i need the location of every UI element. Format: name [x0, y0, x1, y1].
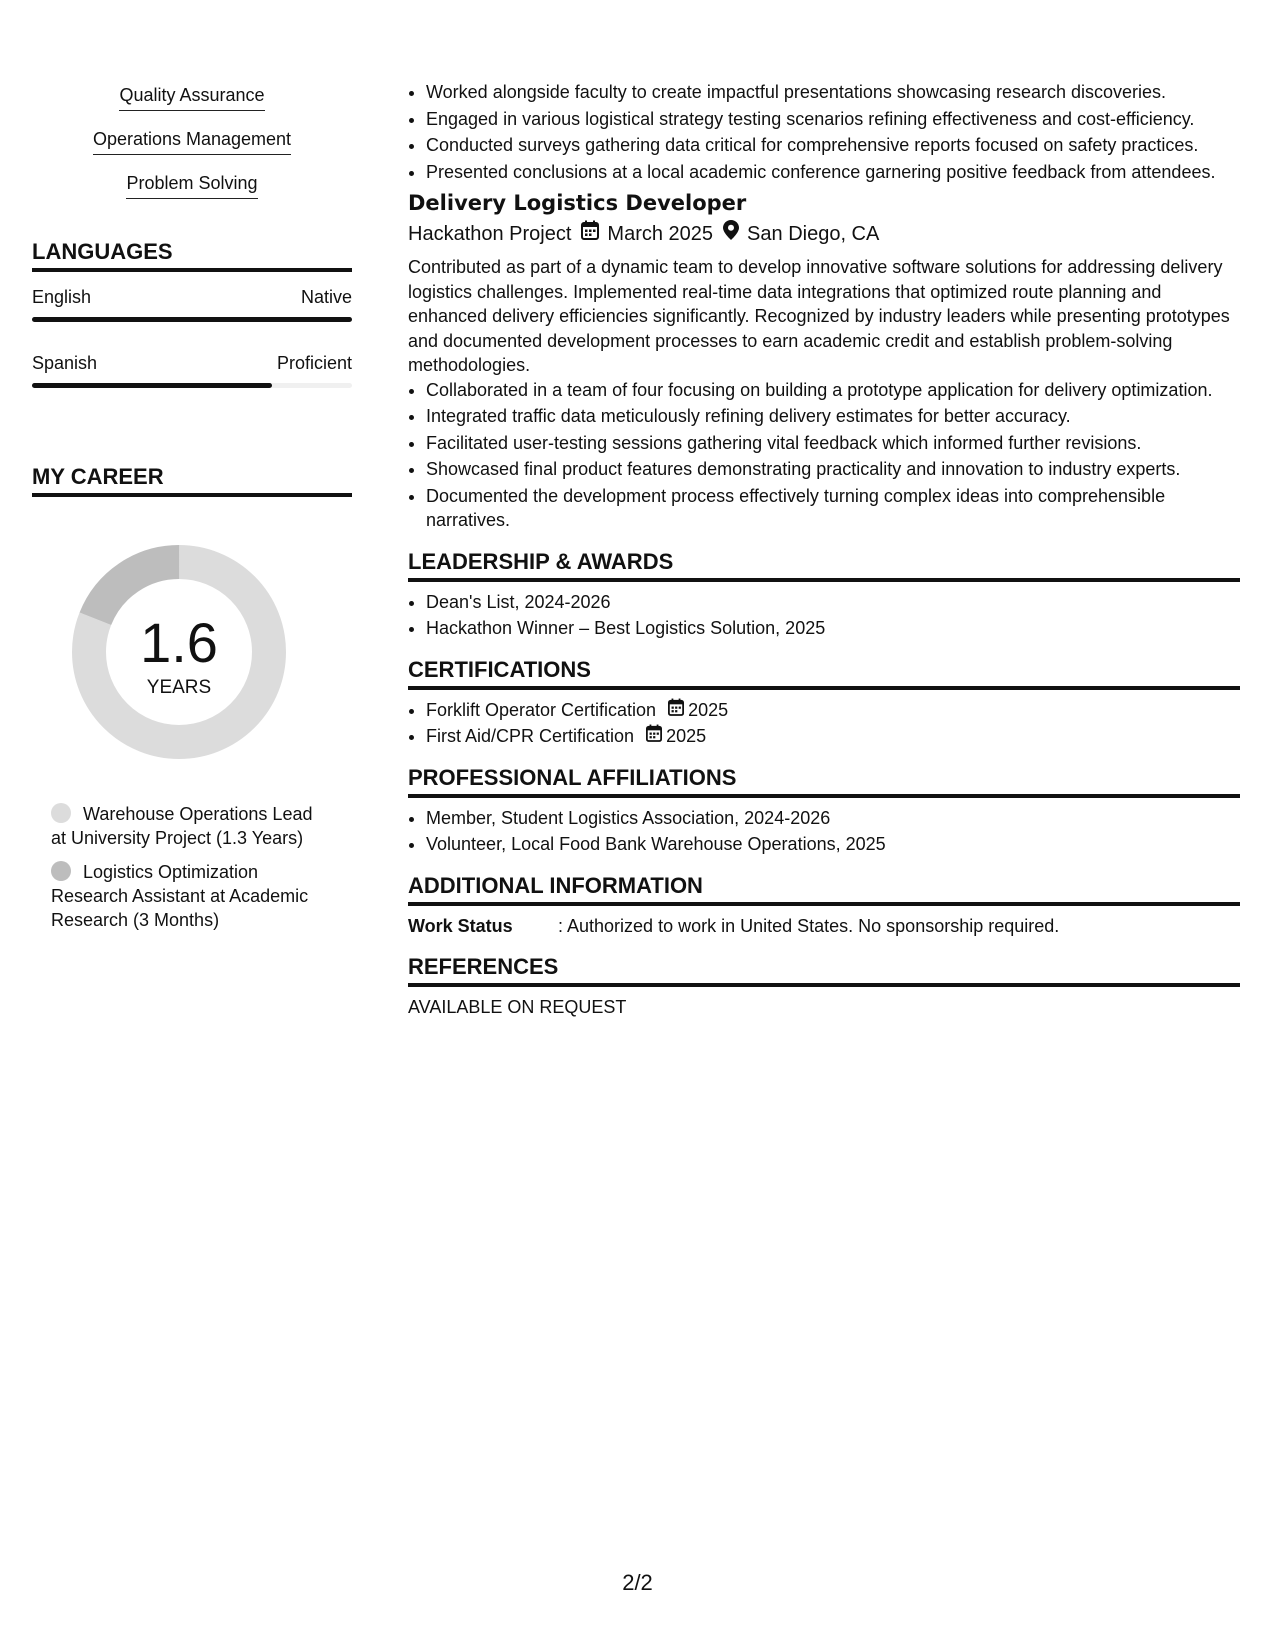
award-item: • Dean's List, 2024-2026: [426, 590, 1240, 615]
work-status-label: Work Status: [408, 915, 513, 936]
references-text: AVAILABLE ON REQUEST: [408, 997, 627, 1017]
calendar-icon: [646, 724, 662, 749]
bullet-item: • Facilitated user-testing sessions gathering vital feedback which informed further revisions.: [426, 431, 1240, 456]
certification-year: 2025: [666, 726, 707, 746]
left-column: [32, 84, 352, 942]
award-item: • Hackathon Winner – Best Logistics Solution, 2025: [426, 616, 1240, 641]
certification-year: 2025: [688, 699, 729, 720]
language-item: [32, 352, 352, 388]
affiliation-item: • Volunteer, Local Food Bank Warehouse Operations, 2025: [426, 832, 1240, 857]
career-legend-item: [51, 802, 331, 850]
language-name: Spanish: [32, 353, 98, 373]
job-organization: Hackathon Project: [408, 222, 572, 245]
career-heading: MY CAREER: [32, 464, 352, 497]
certification-name: • First Aid/CPR Certification: [426, 726, 635, 746]
leadership-heading: LEADERSHIP & AWARDS: [408, 549, 1240, 582]
certifications-list: [408, 698, 1240, 749]
work-status-value: : Authorized to work in United States. No sponsorship required.: [558, 915, 1060, 936]
skill-tag: Quality Assurance: [119, 84, 264, 111]
leadership-list: [408, 590, 1240, 641]
career-total-unit: YEARS: [146, 677, 212, 698]
language-level: Proficient: [276, 353, 352, 373]
references-heading: REFERENCES: [408, 954, 1240, 987]
legend-dot: [51, 861, 71, 881]
skill-tag: Operations Management: [93, 128, 291, 155]
languages-heading: LANGUAGES: [32, 239, 352, 272]
bullet-item: • Presented conclusions at a local academic conference garnering positive feedback from attendees.: [426, 160, 1240, 185]
work-status-row: [408, 914, 1240, 939]
calendar-icon: [668, 698, 684, 723]
career-legend: [51, 802, 331, 932]
previous-job-bullets: [408, 80, 1240, 184]
career-legend-label: Warehouse Operations Lead at University Project (1.3 Years): [51, 804, 313, 848]
certifications-heading: CERTIFICATIONS: [408, 657, 1240, 690]
bullet-item: • Integrated traffic data meticulously refining delivery estimates for better accuracy.: [426, 404, 1240, 429]
legend-dot: [51, 803, 71, 823]
career-total-years: 1.6: [140, 611, 218, 674]
language-name: English: [32, 287, 92, 307]
job-meta: [408, 220, 1240, 247]
affiliation-item: • Member, Student Logistics Association, 2024-2026: [426, 806, 1240, 831]
certification-name: • Forklift Operator Certification: [426, 699, 657, 720]
career-legend-item: [51, 860, 331, 932]
skills-list: [32, 84, 352, 216]
page-number: 2/2: [622, 1570, 653, 1595]
language-item: [32, 286, 352, 322]
language-proficiency-fill: [32, 317, 352, 322]
job-date: March 2025: [607, 222, 714, 245]
affiliations-heading: PROFESSIONAL AFFILIATIONS: [408, 765, 1240, 798]
career-donut-chart: [64, 537, 294, 767]
language-level: Native: [300, 287, 352, 307]
additional-info-heading: ADDITIONAL INFORMATION: [408, 873, 1240, 906]
job-bullets: [408, 378, 1240, 533]
certification-item: [426, 698, 1240, 723]
bullet-item: • Engaged in various logistical strategy testing scenarios refining effectiveness and cost-efficiency.: [426, 107, 1240, 132]
job-location: San Diego, CA: [747, 222, 880, 245]
language-proficiency-bar: [32, 383, 352, 388]
bullet-item: • Conducted surveys gathering data critical for comprehensive reports focused on safety practices.: [426, 133, 1240, 158]
language-proficiency-bar: [32, 317, 352, 322]
bullet-item: • Collaborated in a team of four focusing on building a prototype application for delivery optimization.: [426, 378, 1240, 403]
bullet-item: • Worked alongside faculty to create impactful presentations showcasing research discoveries.: [426, 80, 1240, 105]
right-column: [408, 80, 1240, 1020]
calendar-icon: [581, 220, 599, 247]
bullet-item: • Showcased final product features demonstrating practicality and innovation to industry experts.: [426, 457, 1240, 482]
job-title: Delivery Logistics Developer: [408, 191, 747, 215]
certification-item: [426, 724, 1240, 749]
skill-tag: Problem Solving: [126, 172, 257, 199]
affiliations-list: [408, 806, 1240, 857]
language-proficiency-fill: [32, 383, 272, 388]
job-description: Contributed as part of a dynamic team to develop innovative software solutions for addressing delivery logistics challenges. Implemented real-time data integrations that optimized route planning and enhanced delivery efficiencies significantly. Recognized by industry leaders while presenting prototypes and documented development processes to earn academic credit and establish problem-solving methodologies.: [408, 257, 1230, 375]
location-pin-icon: [723, 220, 739, 247]
bullet-item: • Documented the development process effectively turning complex ideas into comprehensible narratives.: [426, 484, 1240, 533]
career-legend-label: Logistics Optimization Research Assistant at Academic Research (3 Months): [51, 862, 309, 930]
